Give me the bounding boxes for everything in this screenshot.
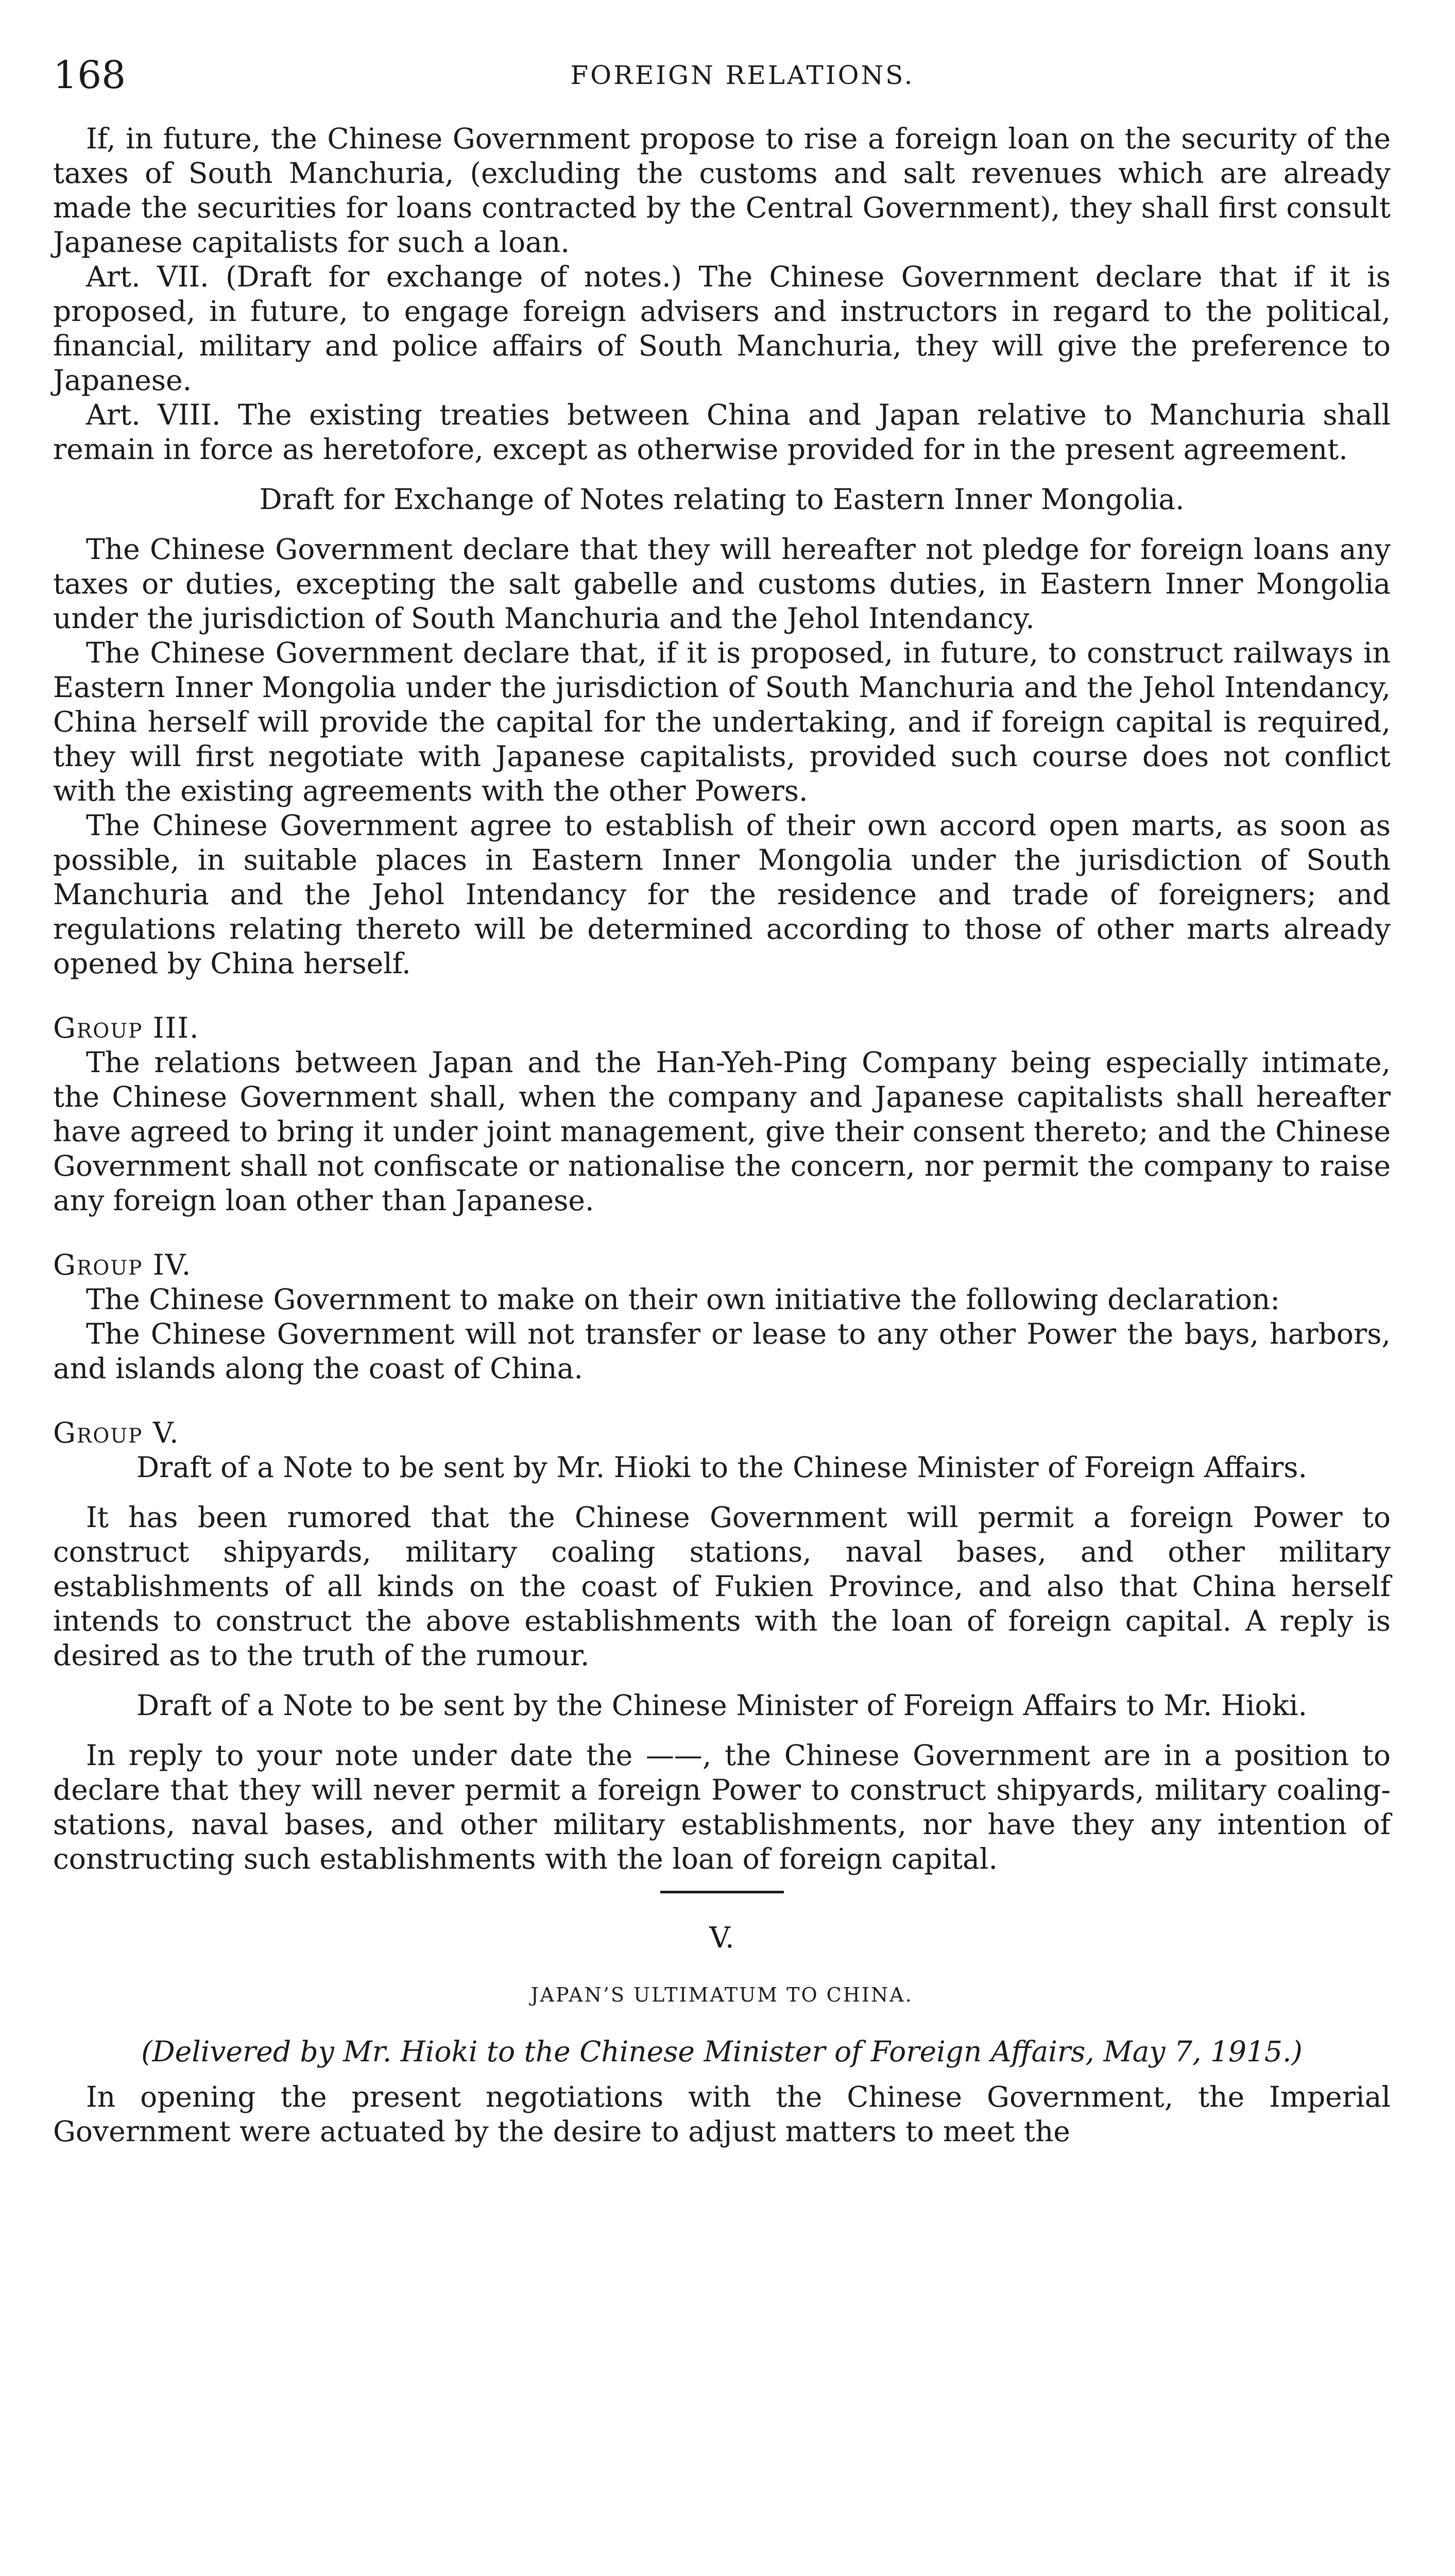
group-iv-label: Group IV. [53, 1248, 192, 1281]
paragraph-reply: In reply to your note under date the ——, the Chinese Government are in a position to declare that they will never permit a foreign Power to construct shipyards, military coaling-stations, naval bases, and other military establishments, nor have they any intention of constructing such establishments with the loan of foreign capital. [53, 1739, 1391, 1875]
paragraph-coast: The Chinese Government will not transfer or lease to any other Power the bays, harbors, and islands along the coast of China. [53, 1317, 1391, 1385]
section-divider [660, 1891, 784, 1893]
draft-note-heading-1: Draft of a Note to be sent by Mr. Hioki to the Chinese Minister of Foreign Affairs. [136, 1451, 1307, 1484]
draft-note-heading-2: Draft of a Note to be sent by the Chinese Minister of Foreign Affairs to Mr. Hioki. [136, 1689, 1307, 1722]
mongolia-heading: Draft for Exchange of Notes relating to Eastern Inner Mongolia. [259, 483, 1185, 516]
paragraph-article-vii: Art. VII. (Draft for exchange of notes.) The Chinese Government declare that if it is proposed, in future, to engage foreign advisers and instructors in regard to the political, financial, military and police affairs of South Manchuria, they will give the preference to Japanese. [53, 260, 1391, 397]
page-header [53, 49, 1391, 101]
paragraph-mongolia-railways: The Chinese Government declare that, if it is proposed, in future, to construct railways in Eastern Inner Mongolia under the jurisdiction of South Manchuria and the Jehol Intendancy, China herself will provide the capital for the undertaking, and if foreign capital is required, they will first negotiate with Japanese capitalists, provided such course does not conflict with the existing agreements with the other Powers. [53, 636, 1391, 807]
paragraph-ultimatum-opening: In opening the present negotiations with the Chinese Government, the Imperial Government were actuated by the desire to adjust matters to meet the [53, 2080, 1391, 2148]
paragraph-mongolia-marts: The Chinese Government agree to establish of their own accord open marts, as soon as possible, in suitable places in Eastern Inner Mongolia under the jurisdiction of South Manchuria and the Jehol Intendancy for the residence and trade of foreigners; and regulations relating thereto will be determined according to those of other marts already opened by China herself. [53, 809, 1391, 980]
paragraph-han-yeh-ping: The relations between Japan and the Han-Yeh-Ping Company being especially intimate, the Chinese Government shall, when the company and Japanese capitalists shall hereafter have agreed to bring it under joint management, give their consent thereto; and the Chinese Government shall not confiscate or nationalise the concern, nor permit the company to raise any foreign loan other than Japanese. [53, 1046, 1391, 1217]
group-v-label: Group V. [53, 1416, 180, 1449]
paragraph-mongolia-taxes: The Chinese Government declare that they will hereafter not pledge for foreign loans any taxes or duties, excepting the salt gabelle and customs duties, in Eastern Inner Mongolia under the jurisdiction of South Manchuria and the Jehol Intendancy. [53, 533, 1391, 635]
page-number: 168 [53, 53, 126, 97]
running-title: FOREIGN RELATIONS. [570, 60, 915, 90]
document-body [53, 122, 1391, 2149]
paragraph-declaration: The Chinese Government to make on their own initiative the following declaration: [86, 1283, 1280, 1316]
section-number: V. [709, 1921, 734, 1955]
paragraph-loan-consultation: If, in future, the Chinese Government propose to rise a foreign loan on the security of the taxes of South Manchuria, (excluding the customs and salt revenues which are already made the securities for loans contracted by the Central Government), they shall first consult Japanese capitalists for such a loan. [53, 122, 1391, 259]
section-subtitle: (Delivered by Mr. Hioki to the Chinese Minister of Foreign Affairs, May 7, 1915.) [141, 2035, 1303, 2068]
paragraph-article-viii: Art. VIII. The existing treaties between China and Japan relative to Manchuria shall remain in force as heretofore, except as otherwise provided for in the present agreement. [53, 398, 1391, 466]
paragraph-fukien-rumor: It has been rumored that the Chinese Government will permit a foreign Power to construct shipyards, military coaling stations, naval bases, and other military establishments of all kinds on the coast of Fukien Province, and also that China herself intends to construct the above establishments with the loan of foreign capital. A reply is desired as to the truth of the rumour. [53, 1501, 1391, 1672]
group-iii-label: Group III. [53, 1011, 200, 1044]
section-title: JAPAN’S ULTIMATUM TO CHINA. [530, 1984, 913, 2006]
